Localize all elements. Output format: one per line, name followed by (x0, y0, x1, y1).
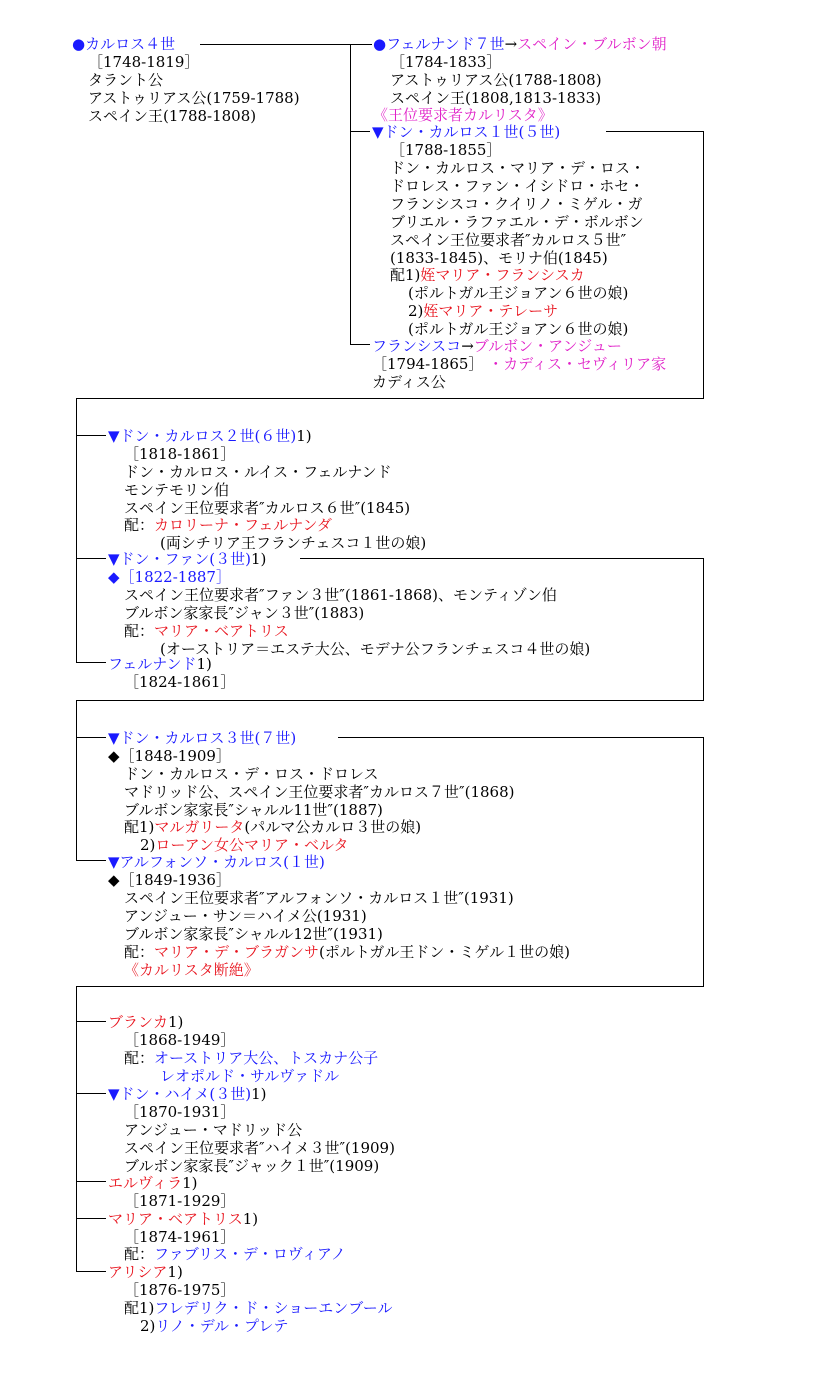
spouse-prefix: 配1) (124, 818, 155, 836)
connector-line (76, 1271, 106, 1272)
spouse-prefix: 配1) (390, 266, 421, 284)
spouse-name[interactable]: レオポルド・サルヴァドル (160, 1067, 340, 1085)
connector-line (76, 700, 77, 860)
person-info: カディス公 (372, 373, 446, 391)
person-years: ［1748-1819］ (88, 53, 200, 71)
person-years: ［1871-1929］ (124, 1192, 236, 1210)
spouse-prefix: 配： (124, 516, 155, 534)
spouse-name[interactable]: ローアン女公マリア・ベルタ (155, 836, 349, 854)
person-info: ドン・カルロス・デ・ロス・ドロレス (124, 765, 379, 783)
person-name[interactable]: ▼ドン・カルロス３世(７世) (108, 729, 297, 747)
connector-line (300, 558, 704, 559)
person-name[interactable]: ▼ドン・ファン(３世) (108, 550, 251, 568)
person-years: ［1824-1861］ (124, 673, 236, 691)
person-years: ［1868-1949］ (124, 1031, 236, 1049)
person-info: スペイン王(1808,1813-1833) (390, 89, 602, 107)
person-years: ◆［1849-1936］ (108, 871, 231, 889)
person-name[interactable]: フェルナンド (108, 655, 197, 673)
connector-line (703, 737, 704, 986)
arrow-icon: → (461, 337, 474, 355)
person-info: ドン・カルロス・ルイス・フェルナンド (124, 463, 392, 481)
connector-line (76, 986, 77, 1271)
spouse-name[interactable]: マリア・ベアトリス (154, 622, 289, 640)
connector-line (76, 860, 106, 861)
spouse-name[interactable]: カロリーナ・フェルナンダ (154, 516, 332, 534)
spouse-name[interactable]: フレデリク・ド・ショーエンブール (154, 1299, 393, 1317)
footnote-mark: 1) (251, 1085, 267, 1103)
spouse-name[interactable]: オーストリア大公、トスカナ公子 (154, 1049, 379, 1067)
person-info: ドン・カルロス・マリア・デ・ロス・ (390, 159, 646, 177)
connector-line (76, 986, 704, 987)
footnote-mark: 1) (296, 427, 312, 445)
spouse-note: (ポルトガル王ドン・ミゲル１世の娘) (319, 943, 570, 961)
person-info: ブルボン家家長″シャルル12世″(1931) (124, 925, 383, 943)
person-years: ［1784-1833］ (390, 53, 502, 71)
spouse-note: (両シチリア王フランチェスコ１世の娘) (160, 534, 427, 552)
spouse-prefix: 配1) (124, 1299, 155, 1317)
person-name[interactable]: ●フェルナンド７世 (373, 35, 505, 53)
spouse-prefix: 2) (140, 1317, 156, 1335)
person-info: スペイン王位要求者″ハイメ３世″(1909) (124, 1139, 395, 1157)
spouse-prefix: 配： (124, 622, 155, 640)
connector-line (76, 1181, 106, 1182)
connector-line (76, 662, 106, 663)
person-years: ［1818-1861］ (124, 445, 236, 463)
spouse-name[interactable]: マリア・デ・ブラガンサ (154, 943, 320, 961)
person-name[interactable]: ▼ドン・カルロス１世(５世) (372, 123, 561, 141)
arrow-icon: → (504, 35, 518, 53)
person-info: タラント公 (88, 71, 164, 89)
connector-line (350, 131, 370, 132)
person-info: ブルボン家家長″シャルル11世″(1887) (124, 801, 383, 819)
person-info: スペイン王位要求者″ファン３世″(1861-1868)、モンティゾン伯 (124, 586, 557, 604)
spouse-note: (オーストリア＝エステ大公、モデナ公フランチェスコ４世の娘) (160, 640, 591, 658)
section-heading-carlista: 《王位要求者カルリスタ》 (373, 106, 553, 124)
footnote-mark: 1) (250, 550, 267, 568)
spouse-name[interactable]: リノ・デル・プレテ (155, 1317, 289, 1335)
person-name[interactable]: ▼ドン・カルロス２世(６世) (108, 427, 297, 445)
connector-line (703, 131, 704, 398)
person-info: スペイン王(1788-1808) (88, 107, 257, 125)
connector-line (606, 131, 703, 132)
person-years: ◆［1822-1887］ (108, 568, 231, 586)
person-years: ［1794-1865］ (372, 355, 484, 373)
person-name[interactable]: マリア・ベアトリス (108, 1210, 243, 1228)
connector-line (350, 344, 370, 345)
connector-line (200, 44, 372, 45)
connector-line (76, 398, 704, 399)
footnote-mark: 1) (168, 1013, 184, 1031)
spouse-prefix: 2) (408, 302, 424, 320)
person-name[interactable]: アリシア (108, 1263, 168, 1281)
dynasty-link[interactable]: スペイン・ブルボン朝 (517, 35, 667, 53)
person-name[interactable]: ●カルロス４世 (72, 35, 176, 53)
dynasty-link[interactable]: ・カディス・セヴィリア家 (488, 355, 667, 373)
person-years: ［1870-1931］ (124, 1103, 236, 1121)
connector-line (338, 737, 704, 738)
spouse-note: (パルマ公カルロ３世の娘) (244, 818, 422, 836)
person-years: ［1876-1975］ (124, 1281, 236, 1299)
spouse-name[interactable]: ファブリス・デ・ロヴィアノ (154, 1245, 346, 1263)
spouse-prefix: 配： (124, 1245, 155, 1263)
connector-line (703, 558, 704, 701)
spouse-prefix: 2) (140, 836, 156, 854)
spouse-prefix: 配： (124, 1049, 155, 1067)
person-info: アストゥリアス公(1759-1788) (88, 89, 300, 107)
connector-line (76, 700, 704, 701)
connector-line (76, 558, 106, 559)
person-name[interactable]: ▼ドン・ハイメ(３世) (108, 1085, 252, 1103)
person-name[interactable]: エルヴィラ (108, 1174, 183, 1192)
spouse-name[interactable]: 姪マリア・テレーサ (423, 302, 559, 320)
person-info: アストゥリアス公(1788-1808) (390, 71, 602, 89)
connector-line (76, 1093, 106, 1094)
connector-line (76, 435, 106, 436)
spouse-prefix: 配： (124, 943, 155, 961)
person-info: アンジュー・マドリッド公 (124, 1121, 303, 1139)
person-info: モンテモリン伯 (124, 481, 230, 499)
spouse-note: (ポルトガル王ジョアン６世の娘) (408, 284, 629, 302)
person-info: スペイン王位要求者″アルフォンソ・カルロス１世″(1931) (124, 889, 514, 907)
person-years: ［1788-1855］ (390, 141, 502, 159)
person-info: ブルボン家家長″ジャック１世″(1909) (124, 1157, 380, 1175)
connector-line (76, 1021, 106, 1022)
person-name[interactable]: ブランカ (108, 1013, 169, 1031)
footnote-mark: 1) (182, 1174, 198, 1192)
footnote-mark: 1) (242, 1210, 259, 1228)
person-info: (1833-1845)、モリナ伯(1845) (390, 249, 608, 267)
dynasty-link[interactable]: ブルボン・アンジュー (473, 337, 622, 355)
person-info: フランシスコ・クイリノ・ミゲル・ガ (390, 195, 643, 213)
person-name[interactable]: フランシスコ (372, 337, 462, 355)
person-info: スペイン王位要求者″カルロス６世″(1845) (124, 499, 411, 517)
section-heading-carlista-end: 《カルリスタ断絶》 (124, 961, 259, 979)
person-info: アンジュー・サン＝ハイメ公(1931) (124, 907, 367, 925)
person-years: ［1874-1961］ (124, 1228, 236, 1246)
connector-line (76, 398, 77, 662)
spouse-name[interactable]: 姪マリア・フランシスカ (420, 266, 585, 284)
connector-line (350, 44, 351, 344)
connector-line (76, 737, 106, 738)
person-info: スペイン王位要求者″カルロス５世″ (390, 231, 627, 249)
person-info: ブリエル・ラファエル・デ・ボルボン (390, 213, 644, 231)
person-info: ブルボン家家長″ジャン３世″(1883) (124, 604, 365, 622)
person-info: マドリッド公、スペイン王位要求者″カルロス７世″(1868) (124, 783, 515, 801)
person-info: ドロレス・ファン・イシドロ・ホセ・ (390, 177, 645, 195)
person-name[interactable]: ▼アルフォンソ・カルロス(１世) (108, 853, 325, 871)
footnote-mark: 1) (196, 655, 212, 673)
spouse-name[interactable]: マルガリータ (154, 818, 245, 836)
person-years: ◆［1848-1909］ (108, 747, 231, 765)
connector-line (76, 1218, 106, 1219)
footnote-mark: 1) (167, 1263, 183, 1281)
spouse-note: (ポルトガル王ジョアン６世の娘) (408, 320, 629, 338)
